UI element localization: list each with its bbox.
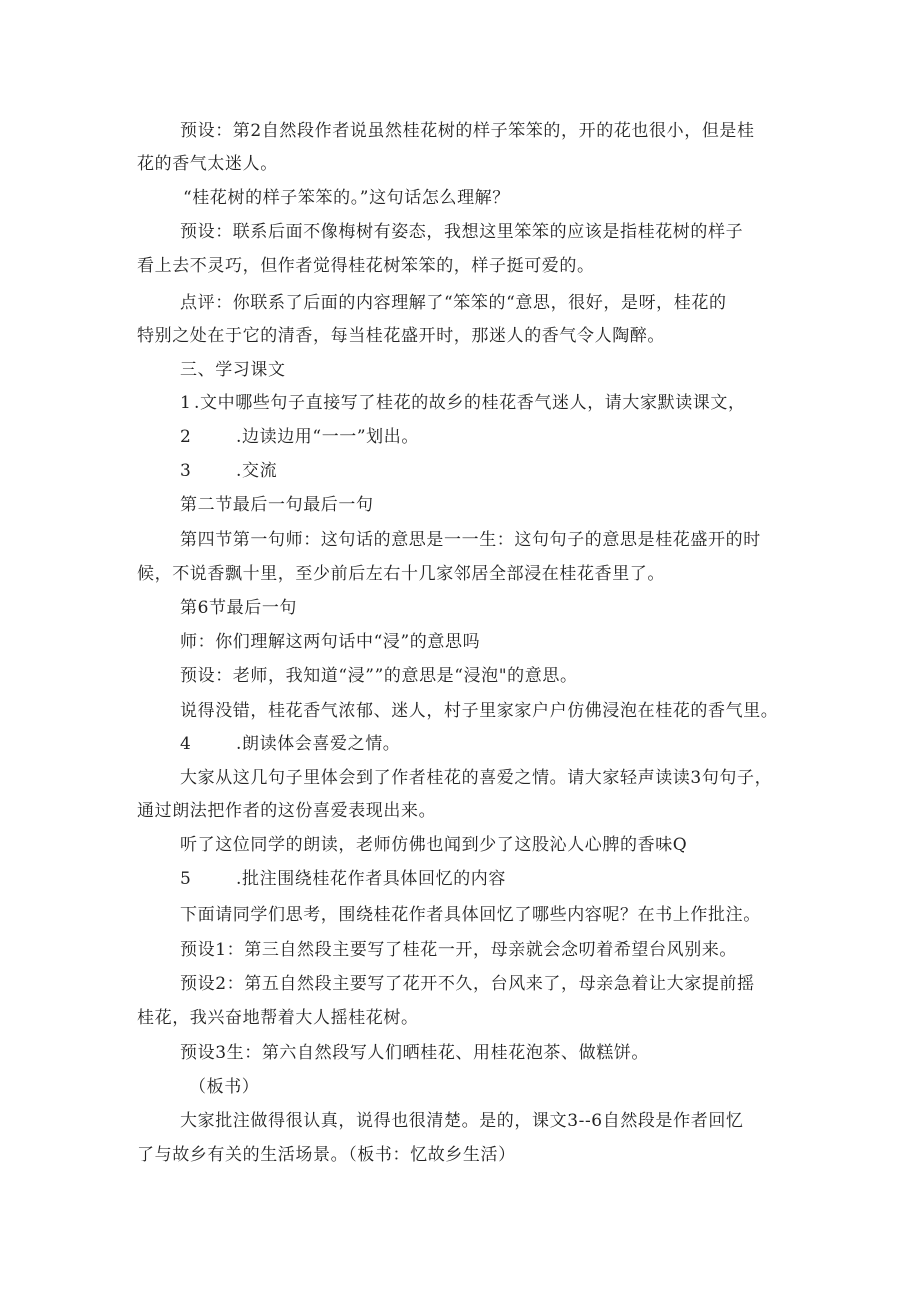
paragraph-line: 下面请同学们思考，围绕桂花作者具体回忆了哪些内容呢？在书上作批注。 [180,905,761,925]
paragraph-line: 看上去不灵巧，但作者觉得桂花树笨笨的，样子挺可爱的。 [137,256,595,276]
item-number: 3 [180,461,192,481]
paragraph-line: 大家批注做得很认真，说得也很清楚。是的，课文3--6自然段是作者回忆 [180,1111,744,1131]
numbered-item [180,426,419,448]
section-heading: 三、学习课文 [180,360,286,380]
item-text: .文中哪些句子直接写了桂花的故乡的桂花香气迷人，请大家默读课文， [194,393,746,413]
paragraph-line: 点评：你联系了后面的内容理解了“笨笨的“意思，很好，是呀，桂花的 [180,293,727,313]
paragraph-line: 第二节最后一句最后一句 [180,495,374,515]
paragraph-line: 预设：联系后面不像梅树有姿态，我想这里笨笨的应该是指桂花树的样子 [180,222,744,242]
numbered-item [180,868,506,890]
item-number: 5 [180,869,192,889]
paragraph-line: 说得没错，桂花香气浓郁、迷人，村子里家家户户仿佛浸泡在桂花的香气里。 [180,701,779,721]
numbered-item [180,392,746,414]
paragraph-line: 预设：第2自然段作者说虽然桂花树的样子笨笨的，开的花也很小，但是桂 [180,121,755,141]
paragraph-line: 预设2：第五自然段主要写了花开不久，台风来了，母亲急着让大家提前摇 [180,974,755,994]
paragraph-line: 桂花，我兴奋地帮着大人摇桂花树。 [137,1008,419,1028]
paragraph-line: 大家从这几句子里体会到了作者桂花的喜爱之情。请大家轻声读读3句句子， [180,768,773,788]
paragraph-line: 花的香气太迷人。 [137,154,278,174]
paragraph-line: （板书） [189,1077,260,1097]
numbered-item [180,460,277,482]
item-number: 4 [180,734,192,754]
item-text: .批注围绕桂花作者具体回忆的内容 [236,869,507,889]
paragraph-line: 通过朗法把作者的这份喜爱表现出来。 [137,801,437,821]
paragraph-line: “桂花树的样子笨笨的。”这句话怎么理解？ [183,188,510,208]
item-number: 2 [180,427,192,447]
paragraph-line: 预设1：第三自然段主要写了桂花一开，母亲就会念叨着希望台风别来。 [180,940,738,960]
item-text: .交流 [236,461,278,481]
paragraph-line: 预设3生：第六自然段写人们晒桂花、用桂花泡茶、做糕饼。 [180,1043,650,1063]
numbered-item [180,733,400,755]
item-number: 1 [180,393,192,413]
paragraph-line: 候，不说香飘十里，至少前后左右十几家邻居全部浸在桂花香里了。 [137,564,665,584]
item-text: .朗读体会喜爱之情。 [236,734,401,754]
paragraph-line: 预设：老师，我知道“浸””的意思是“浸泡"的意思。 [180,666,578,686]
paragraph-line: 第四节第一句师：这句话的意思是一一生：这句句子的意思是桂花盛开的时 [180,530,761,550]
paragraph-line: 特别之处在于它的清香，每当桂花盛开时，那迷人的香气令人陶醉。 [137,326,665,346]
item-text: .边读边用“一一”划出。 [236,427,419,447]
paragraph-line: 了与故乡有关的生活场景。（板书：忆故乡生活） [137,1145,516,1165]
paragraph-line: 师：你们理解这两句话中“浸”的意思吗 [180,632,481,652]
paragraph-line: 第6节最后一句 [180,598,298,618]
paragraph-line: 听了这位同学的朗读，老师仿佛也闻到少了这股沁人心脾的香味Q [180,835,688,855]
